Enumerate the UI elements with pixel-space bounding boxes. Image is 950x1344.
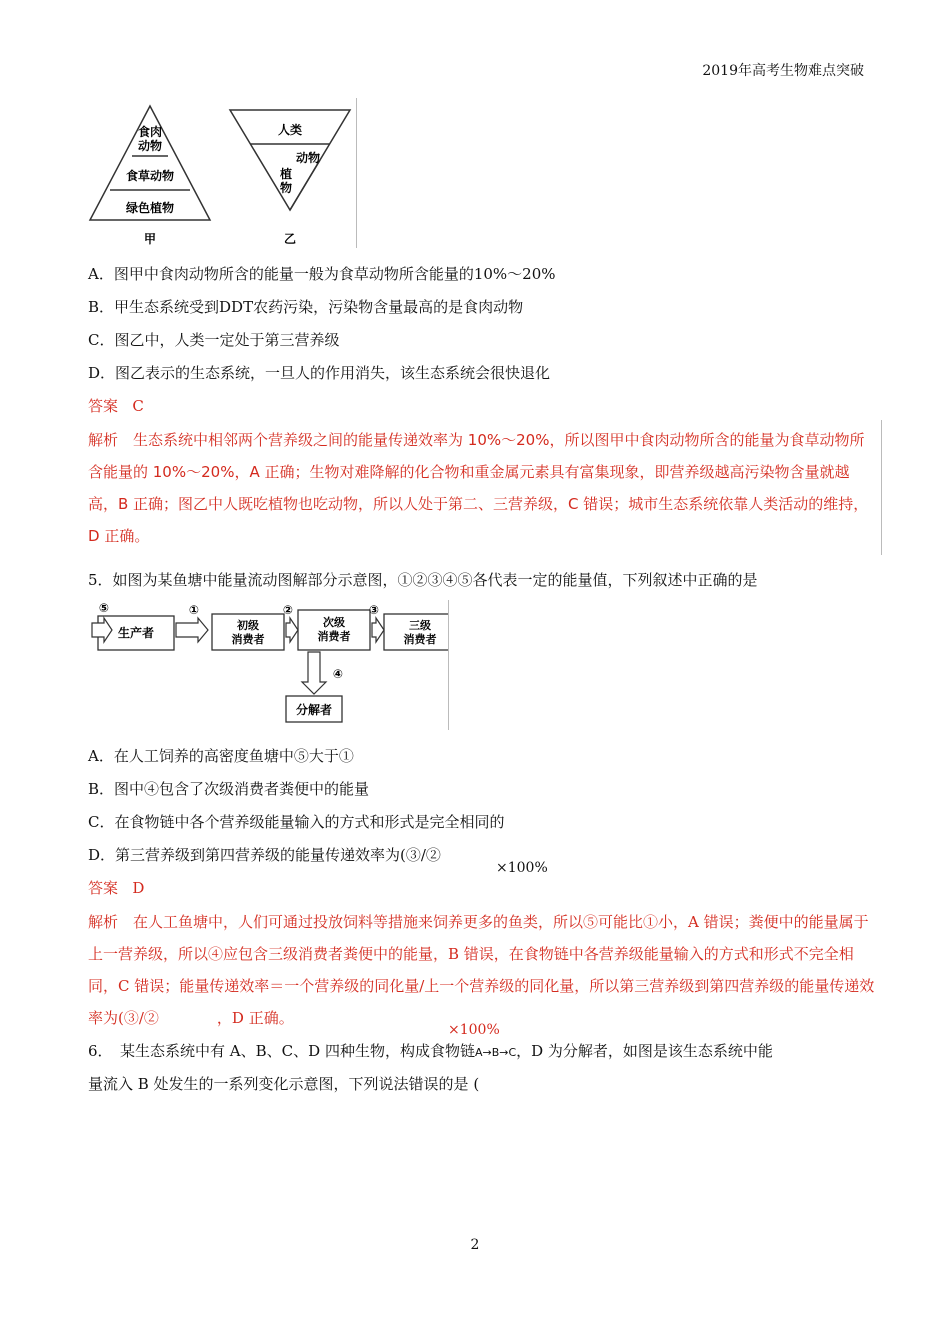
pyramid-jia-bottom: 绿色植物: [125, 201, 175, 215]
figure-divider: [356, 98, 357, 248]
pyramid-jia-mid: 食草动物: [125, 169, 175, 183]
q5-explanation: 解析 在人工鱼塘中，人们可通过投放饲料等措施来饲养更多的鱼类，所以⑤可能比①小，A 错误；粪便中的能量属于上一营养级，所以④应包含三级消费者粪便中的能量，B 错误，在食物链中各营养级能量输入的方式和形式不完全相同，C 错误；能量传递效率＝一个营养级的同化量/上一个营养级的同化量，所以第三营养级到第四营养级的能量传递效率为(③/② ，D 正确。: [88, 913, 875, 1027]
page-header: 2019年高考生物难点突破: [702, 63, 864, 79]
svg-text:①: ①: [188, 603, 200, 617]
svg-text:③: ③: [368, 603, 380, 617]
q5-option-b: B．图中④包含了次级消费者粪便中的能量: [88, 780, 370, 798]
q4-option-c: C．图乙中，人类一定处于第三营养级: [88, 331, 340, 349]
q4-answer: 答案 C: [88, 397, 144, 415]
svg-text:三级消费者: 三级消费者: [403, 619, 437, 646]
energy-flow-diagram: [88, 600, 448, 730]
pyramid-figure: [88, 98, 368, 253]
explanation-border: [881, 420, 882, 555]
pyramid-yi-animal: 动物: [295, 151, 321, 165]
q5-option-c: C．在食物链中各个营养级能量输入的方式和形式是完全相同的: [88, 813, 505, 831]
q5-option-a: A．在人工饲养的高密度鱼塘中⑤大于①: [88, 747, 354, 765]
q5-formula-tail: ×100%: [496, 860, 548, 876]
q5-formula-tail-2: ×100%: [448, 1022, 500, 1038]
pyramid-yi: [230, 110, 350, 246]
pyramid-jia-caption: 甲: [143, 232, 157, 246]
pyramid-yi-plant: 植物: [279, 167, 293, 195]
q5-option-d: D．第三营养级到第四营养级的能量传递效率为(③/②: [88, 846, 441, 864]
q5-stem: 5．如图为某鱼塘中能量流动图解部分示意图，①②③④⑤各代表一定的能量值，下列叙述中正确的是: [88, 571, 758, 589]
svg-text:②: ②: [282, 603, 294, 617]
svg-text:⑤: ⑤: [98, 601, 110, 615]
svg-text:分解者: 分解者: [295, 703, 333, 717]
pyramid-jia: [90, 106, 210, 246]
pyramid-yi-top: 人类: [277, 123, 303, 137]
svg-text:初级消费者: 初级消费者: [231, 619, 265, 646]
pyramid-yi-caption: 乙: [283, 232, 297, 246]
q6-line-2: 量流入 B 处发生的一系列变化示意图，下列说法错误的是 (: [88, 1075, 480, 1093]
q6-line-1: 6． 某生态系统中有 A、B、C、D 四种生物，构成食物链A→B→C，D 为分解者，如图是该生态系统中能: [88, 1042, 773, 1060]
svg-text:生产者: 生产者: [117, 626, 155, 640]
pyramid-jia-top: 食肉动物: [137, 125, 163, 153]
svg-text:次级消费者: 次级消费者: [317, 616, 351, 643]
q4-explanation: 解析 生态系统中相邻两个营养级之间的能量传递效率为 10%～20%，所以图甲中食肉动物所含的能量为食草动物所含能量的 10%～20%，A 正确；生物对难降解的化合物和重金属元素具有富集现象，即营养级越高污染物含量就越高，B 正确；图乙中人既吃植物也吃动物，所以人处于第二、三营养级，C 错误；城市生态系统依靠人类活动的维持，D 正确。: [88, 431, 869, 545]
q5-answer: 答案 D: [88, 879, 145, 897]
q4-option-a: A．图甲中食肉动物所含的能量一般为食草动物所含能量的10%～20%: [88, 265, 556, 283]
q4-option-d: D．图乙表示的生态系统，一旦人的作用消失，该生态系统会很快退化: [88, 364, 551, 382]
diagram-divider: [448, 600, 449, 730]
page-number: 2: [470, 1237, 480, 1253]
q4-option-b: B．甲生态系统受到DDT农药污染，污染物含量最高的是食肉动物: [88, 298, 524, 316]
svg-text:④: ④: [332, 667, 344, 681]
